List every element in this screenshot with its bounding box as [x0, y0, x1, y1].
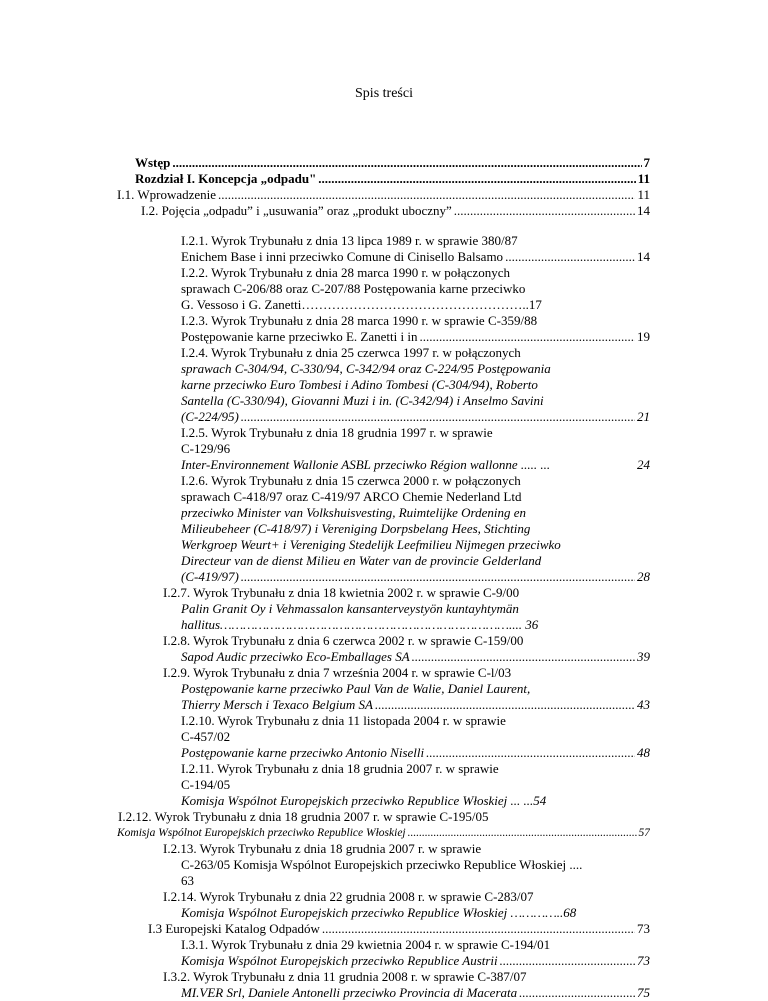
toc-entry-title: MI.VER Srl, Daniele Antonelli przeciwko Provincia di Macerata	[181, 985, 518, 1000]
toc-entry	[117, 825, 650, 841]
toc-entry	[181, 649, 650, 665]
dot-leader	[454, 203, 635, 219]
toc-entry-title: Thierry Mersch i Texaco Belgium SA	[181, 697, 373, 712]
toc-entry: I.2.8. Wyrok Trybunału z dnia 6 czerwca 2002 r. w sprawie C-159/00	[163, 633, 524, 648]
toc-entry: Komisja Wspólnot Europejskich przeciwko Republice Włoskiej ... ...54	[181, 793, 547, 808]
dot-leader	[322, 921, 635, 937]
toc-entry-title: I.2. Pojęcia „odpadu” i „usuwania” oraz „produkt uboczny”	[141, 203, 452, 218]
toc-entry: G. Vessoso i G. Zanetti……………………………………………..17	[181, 297, 542, 312]
toc-page-number: 11	[637, 187, 650, 202]
toc-entry-title: Komisja Wspólnot Europejskich przeciwko Republice Włoskiej	[117, 827, 406, 839]
toc-entry: hallitus………………………………………………………………….... 36	[181, 617, 539, 632]
toc-page-number: 73	[637, 953, 650, 968]
toc-entry: sprawach C-206/88 oraz C-207/88 Postępowania karne przeciwko	[181, 281, 526, 296]
toc-entry: I.2.11. Wyrok Trybunału z dnia 18 grudnia 2007 r. w sprawie	[181, 761, 499, 776]
toc-entry: I.2.2. Wyrok Trybunału z dnia 28 marca 1990 r. w połączonych	[181, 265, 510, 280]
toc-entry: karne przeciwko Euro Tombesi i Adino Tombesi (C-304/94), Roberto	[181, 377, 538, 392]
toc-entry	[135, 171, 650, 187]
toc-entry-title: Wstęp	[135, 155, 171, 170]
toc-page-number: 57	[638, 827, 650, 839]
toc-entry-title: Enichem Base i inni przeciwko Comune di Cinisello Balsamo	[181, 249, 504, 264]
toc-entry: C-263/05 Komisja Wspólnot Europejskich przeciwko Republice Włoskiej ....	[181, 857, 583, 872]
toc-entry-title: Postępowanie karne przeciwko E. Zanetti i in	[181, 329, 418, 344]
toc-entry: Directeur van de dienst Milieu en Water van de provincie Gelderland	[181, 553, 542, 568]
page-title: Spis treści	[355, 86, 413, 101]
toc-page-number: 24	[637, 457, 650, 472]
toc-entry	[181, 985, 650, 1001]
toc-page-number: 14	[637, 203, 650, 218]
dot-leader	[500, 953, 635, 969]
toc-entry	[148, 921, 650, 937]
dot-leader	[172, 155, 641, 171]
toc-entry: I.2.13. Wyrok Trybunału z dnia 18 grudnia 2007 r. w sprawie	[163, 841, 482, 856]
toc-entry: I.2.7. Wyrok Trybunału z dnia 18 kwietnia 2002 r. w sprawie C-9/00	[163, 585, 520, 600]
toc-entry: I.2.3. Wyrok Trybunału z dnia 28 marca 1990 r. w sprawie C-359/88	[181, 313, 538, 328]
toc-entry-title: I.3 Europejski Katalog Odpadów	[148, 921, 320, 936]
toc-page-number: 43	[637, 697, 650, 712]
toc-entry-title: (C-419/97)	[181, 569, 239, 584]
toc-entry	[181, 457, 650, 473]
toc-entry: I.3.1. Wyrok Trybunału z dnia 29 kwietnia 2004 r. w sprawie C-194/01	[181, 937, 551, 952]
toc-entry-title: I.1. Wprowadzenie	[117, 187, 217, 202]
toc-entry-title: Inter-Environnement Wallonie ASBL przeciwko Région wallonne ..... ...	[181, 457, 551, 472]
toc-entry: I.2.12. Wyrok Trybunału z dnia 18 grudnia 2007 r. w sprawie C-195/05	[118, 809, 489, 824]
toc-entry: Santella (C-330/94), Giovanni Muzi i in. (C-342/94) i Anselmo Savini	[181, 393, 544, 408]
toc-entry: sprawach C-304/94, C-330/94, C-342/94 oraz C-224/95 Postępowania	[181, 361, 551, 376]
dot-leader	[505, 249, 635, 265]
toc-page-number: 48	[637, 745, 650, 760]
toc-entry: I.3.2. Wyrok Trybunału z dnia 11 grudnia 2008 r. w sprawie C-387/07	[163, 969, 527, 984]
toc-page-number: 28	[637, 569, 650, 584]
toc-entry-title: (C-224/95)	[181, 409, 239, 424]
toc-entry: I.2.1. Wyrok Trybunału z dnia 13 lipca 1989 r. w sprawie 380/87	[181, 233, 518, 248]
dot-leader	[426, 745, 635, 761]
toc-entry	[181, 953, 650, 969]
toc-entry-title: Sapod Audic przeciwko Eco-Emballages SA	[181, 649, 410, 664]
toc-entry: I.2.9. Wyrok Trybunału z dnia 7 września 2004 r. w sprawie C-l/03	[163, 665, 512, 680]
toc-entry: Postępowanie karne przeciwko Paul Van de Walie, Daniel Laurent,	[181, 681, 531, 696]
dot-leader	[375, 697, 635, 713]
dot-leader	[241, 409, 635, 425]
toc-entry: I.2.5. Wyrok Trybunału z dnia 18 grudnia 1997 r. w sprawie	[181, 425, 493, 440]
toc-entry: I.2.14. Wyrok Trybunału z dnia 22 grudnia 2008 r. w sprawie C-283/07	[163, 889, 534, 904]
dot-leader	[412, 649, 635, 665]
toc-entry: C-194/05	[181, 777, 231, 792]
toc-entry	[181, 697, 650, 713]
toc-page-number: 21	[637, 409, 650, 424]
toc-page-number: 11	[637, 171, 650, 186]
toc-entry-title: Postępowanie karne przeciwko Antonio Niselli	[181, 745, 425, 760]
toc-entry: I.2.4. Wyrok Trybunału z dnia 25 czerwca 1997 r. w połączonych	[181, 345, 521, 360]
toc-entry-title: Rozdział I. Koncepcja „odpadu"	[135, 171, 317, 186]
toc-page-number: 14	[637, 249, 650, 264]
dot-leader	[519, 985, 635, 1001]
toc-page-number: 73	[637, 921, 650, 936]
dot-leader	[318, 171, 635, 187]
toc-entry	[141, 203, 650, 219]
toc-entry: C-129/96	[181, 441, 231, 456]
toc-page-number: 7	[643, 155, 650, 170]
toc-entry	[117, 187, 650, 203]
dot-leader	[419, 329, 635, 345]
dot-leader	[241, 569, 635, 585]
toc-page-number: 75	[637, 985, 650, 1000]
toc-entry	[181, 329, 650, 345]
toc-entry	[135, 155, 650, 171]
toc-entry: C-457/02	[181, 729, 231, 744]
dot-leader	[408, 825, 637, 841]
toc-page-number: 19	[637, 329, 650, 344]
toc-entry: przeciwko Minister van Volkshuisvesting, Ruimtelijke Ordening en	[181, 505, 527, 520]
dot-leader	[218, 187, 635, 203]
toc-page-number: 39	[637, 649, 650, 664]
toc-entry: sprawach C-418/97 oraz C-419/97 ARCO Chemie Nederland Ltd	[181, 489, 522, 504]
toc-entry	[181, 249, 650, 265]
toc-entry: Werkgroep Weurt+ i Vereniging Stedelijk Leefmilieu Nijmegen przeciwko	[181, 537, 561, 552]
toc-entry-title: Komisja Wspólnot Europejskich przeciwko Republice Austrii	[181, 953, 498, 968]
toc-entry	[181, 569, 650, 585]
toc-entry: 63	[181, 873, 194, 888]
toc-entry	[181, 409, 650, 425]
toc-entry: Milieubeheer (C-418/97) i Vereniging Dorpsbelang Hees, Stichting	[181, 521, 531, 536]
toc-entry: Palin Granit Oy i Vehmassalon kansanterveystyön kuntayhtymän	[181, 601, 519, 616]
toc-entry: Komisja Wspólnot Europejskich przeciwko Republice Włoskiej …………..68	[181, 905, 577, 920]
toc-entry: I.2.6. Wyrok Trybunału z dnia 15 czerwca 2000 r. w połączonych	[181, 473, 521, 488]
toc-entry	[181, 745, 650, 761]
toc-entry: I.2.10. Wyrok Trybunału z dnia 11 listopada 2004 r. w sprawie	[181, 713, 506, 728]
